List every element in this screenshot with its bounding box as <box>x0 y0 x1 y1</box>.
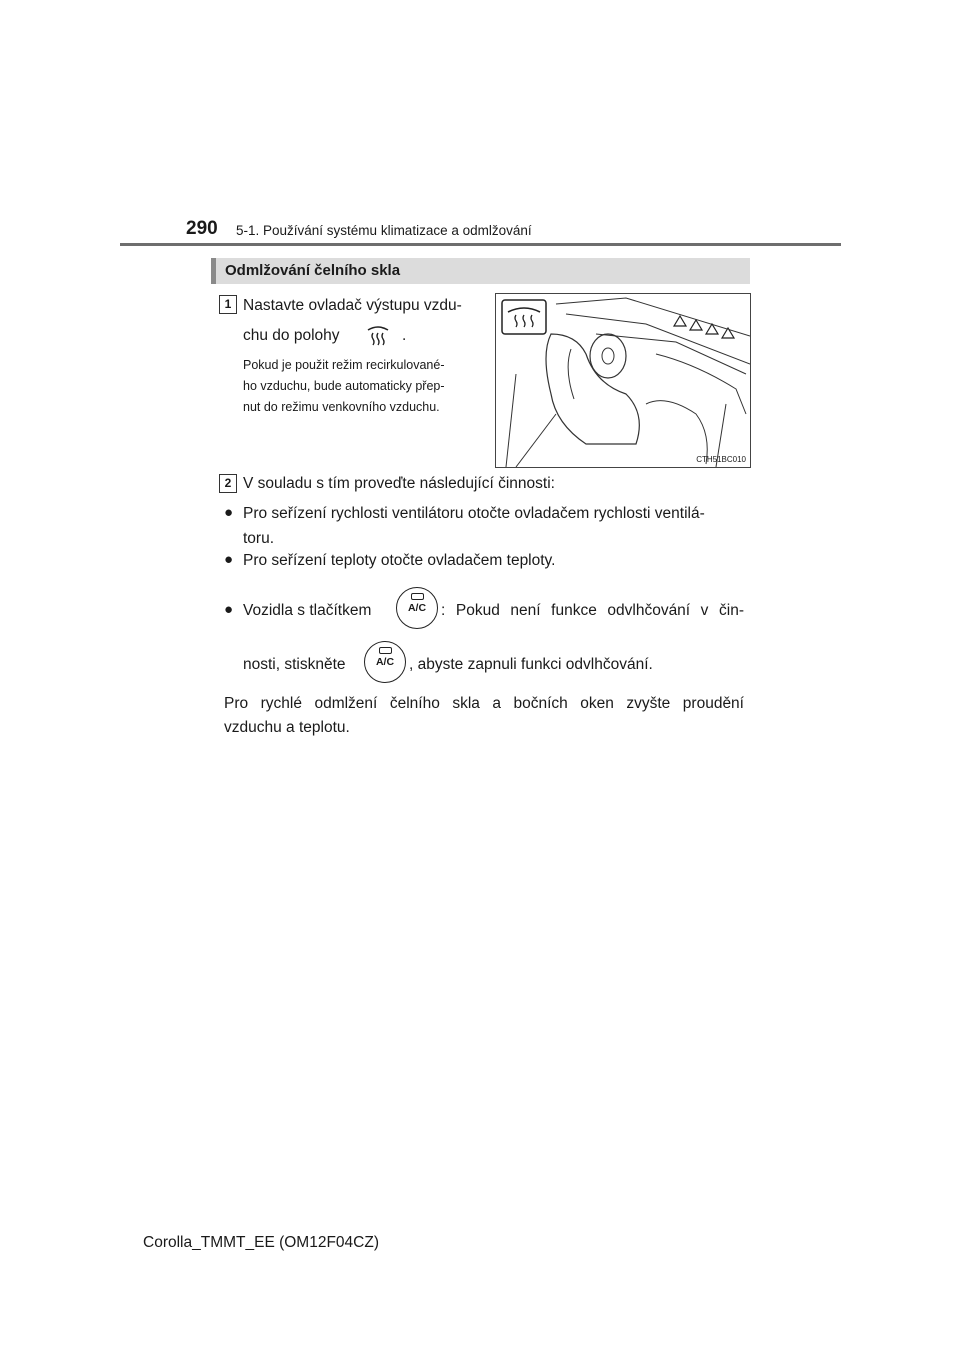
ac-button-label: A/C <box>375 656 395 668</box>
step-1-line-2-end: . <box>402 327 407 344</box>
ac-button-icon <box>396 587 438 629</box>
step-1-line-2-start: chu do polohy <box>243 327 340 344</box>
page-number: 290 <box>186 218 218 239</box>
figure-caption: CTH51BC010 <box>696 455 746 464</box>
bullet-3-line-1-end: : Pokud není funkce odvlhčování v čin- <box>441 602 744 619</box>
bullet-icon: ● <box>224 551 234 568</box>
footer-doc-id: Corolla_TMMT_EE (OM12F04CZ) <box>143 1234 379 1251</box>
dashboard-illustration <box>495 293 751 468</box>
bullet-3-line-2-start: nosti, stiskněte <box>243 656 346 673</box>
section-accent <box>211 258 216 284</box>
bullet-3-line-2-end: , abyste zapnuli funkci odvlhčování. <box>409 656 653 673</box>
bullet-2-text: Pro seřízení teploty otočte ovladačem teploty. <box>243 552 556 569</box>
step-1-note-line-1: Pokud je použit režim recirkulované- <box>243 358 445 372</box>
step-1-line-1: Nastavte ovladač výstupu vzdu- <box>243 297 462 314</box>
step-2-text: V souladu s tím proveďte následující činnosti: <box>243 475 555 492</box>
closing-line-1: Pro rychlé odmlžení čelního skla a bočních oken zvyšte proudění <box>224 695 744 712</box>
step-1-line-2 <box>243 326 340 346</box>
bullet-icon: ● <box>224 504 234 521</box>
defroster-inline-icon <box>366 322 390 348</box>
chapter-title: 5-1. Používání systému klimatizace a odmlžování <box>236 223 532 238</box>
section-title: Odmlžování čelního skla <box>225 262 401 279</box>
windshield-defroster-icon <box>502 300 546 334</box>
step-1-note-line-3: nut do režimu venkovního vzduchu. <box>243 400 440 414</box>
ac-button-label: A/C <box>407 602 427 614</box>
ac-indicator-light <box>411 593 424 600</box>
bullet-icon: ● <box>224 601 234 618</box>
bullet-1-line-1: Pro seřízení rychlosti ventilátoru otočte ovladačem rychlosti ventilá- <box>243 505 705 522</box>
step-number-2: 2 <box>219 474 237 493</box>
closing-line-2: vzduchu a teplotu. <box>224 719 350 736</box>
ac-button-icon <box>364 641 406 683</box>
header-divider <box>120 243 841 246</box>
bullet-3-line-1-start: Vozidla s tlačítkem <box>243 602 372 619</box>
section-heading <box>211 258 750 284</box>
bullet-1-line-2: toru. <box>243 530 275 547</box>
step-number-1: 1 <box>219 295 237 314</box>
dashboard-drawing <box>496 294 750 467</box>
step-1-note-line-2: ho vzduchu, bude automaticky přep- <box>243 379 445 393</box>
ac-indicator-light <box>379 647 392 654</box>
